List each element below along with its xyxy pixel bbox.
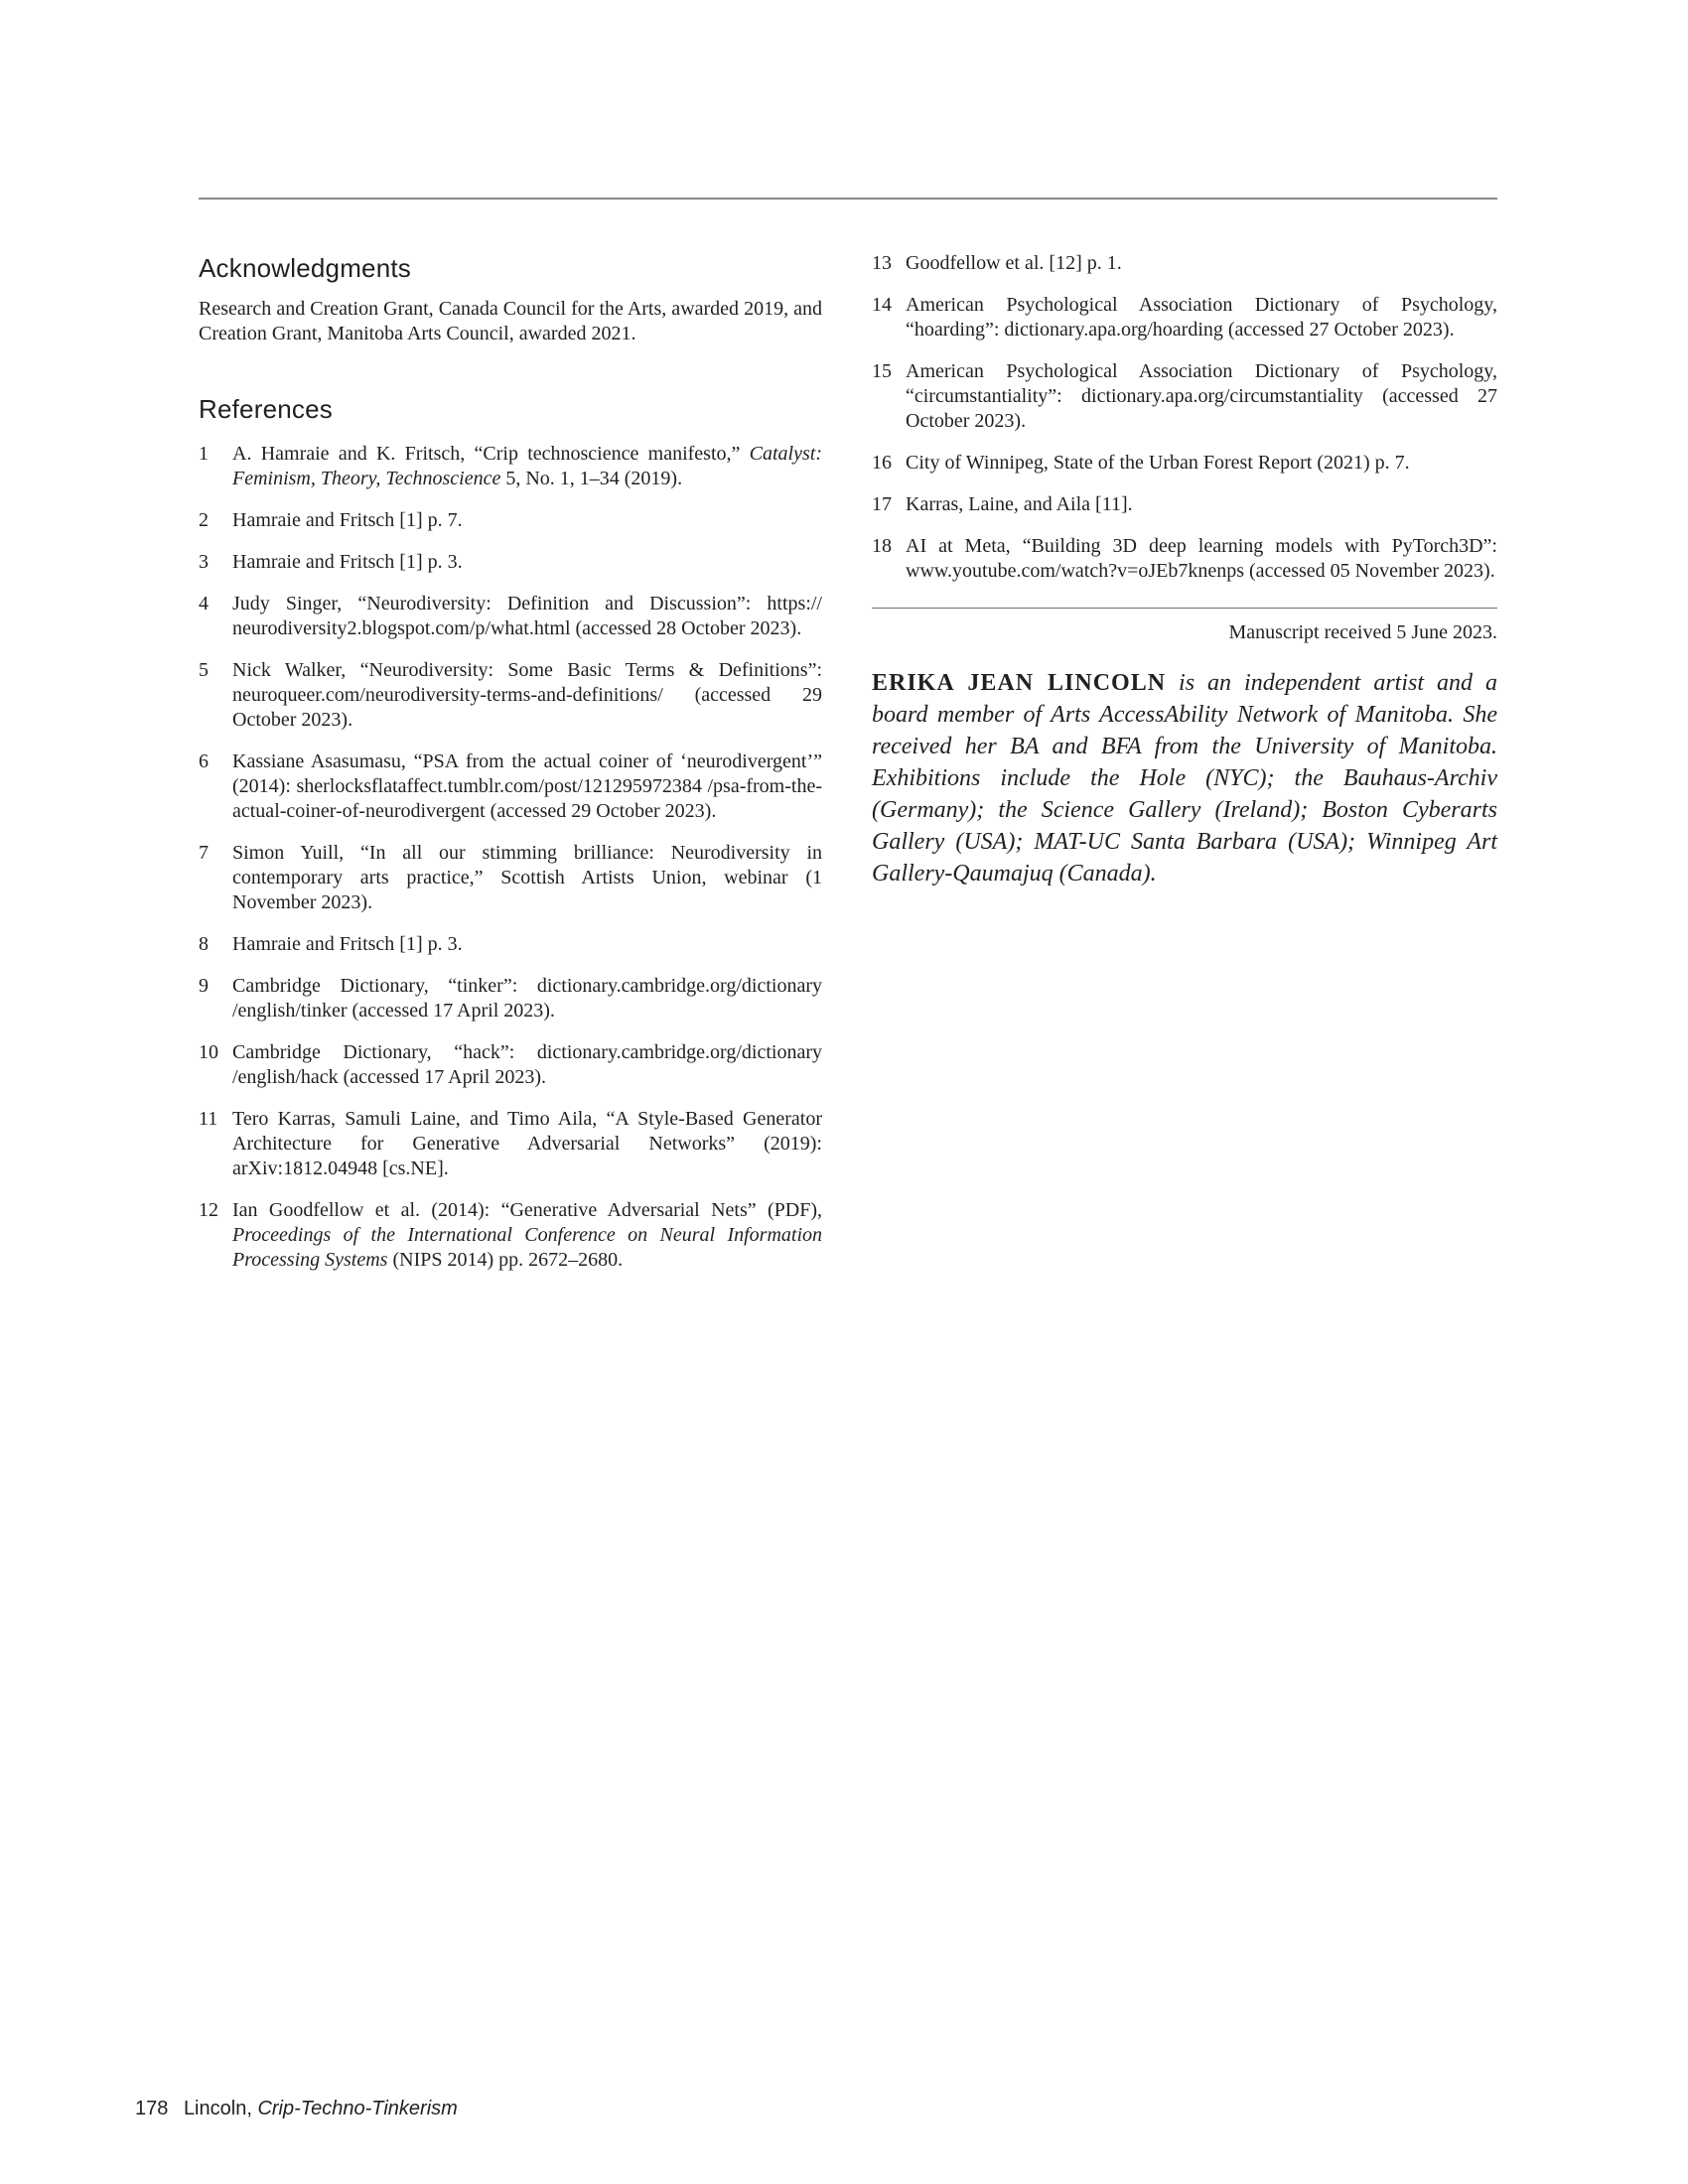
reference-text: [232, 550, 822, 575]
reference-item: [872, 451, 1497, 476]
header-rule: [199, 198, 1497, 200]
reference-text: [232, 1107, 822, 1181]
reference-list-left: [199, 442, 822, 1273]
footer-author: Lincoln,: [183, 2098, 252, 2119]
reference-item: [872, 251, 1497, 276]
reference-text-main: Cambridge Dictionary, “tinker”: dictionary.cambridge.org/dictionary /english/tinker (accessed 17 April 2023).: [232, 975, 822, 1022]
reference-text-main: Tero Karras, Samuli Laine, and Timo Aila, “A Style-Based Generator Architecture for Generative Adversarial Networks” (2019): arXiv:1812.04948 [cs.NE].: [232, 1108, 822, 1179]
reference-number: 17: [872, 493, 892, 515]
reference-source-italic: Proceedings of the International Conference on Neural Information Processing Systems: [232, 1224, 822, 1271]
reference-item: [199, 1198, 822, 1273]
reference-item: [199, 658, 822, 733]
reference-text-main: Hamraie and Fritsch [1] p. 3.: [232, 933, 463, 955]
acknowledgments-heading: Acknowledgments: [199, 253, 411, 283]
reference-number: 4: [199, 593, 209, 614]
reference-text-main: AI at Meta, “Building 3D deep learning models with PyTorch3D”: www.youtube.com/watch?v=oJEb7knenps (accessed 05 November 2023).: [906, 535, 1497, 582]
reference-number: 9: [199, 975, 209, 997]
reference-number: 12: [199, 1199, 218, 1221]
reference-text: [232, 442, 822, 491]
reference-text-main: American Psychological Association Dictionary of Psychology, “circumstantiality”: dictionary.apa.org/circumstantiality (accessed 27 October 2023).: [906, 360, 1497, 432]
reference-text-main: Hamraie and Fritsch [1] p. 3.: [232, 551, 463, 573]
reference-number: 18: [872, 535, 892, 557]
reference-text: [906, 451, 1497, 476]
left-column: [199, 251, 822, 1290]
reference-text-main: Judy Singer, “Neurodiversity: Definition and Discussion”: https:// neurodiversity2.blogspot.com/p/what.html (accessed 28 October 2023).: [232, 593, 822, 639]
reference-text: [232, 508, 822, 533]
reference-text: [232, 841, 822, 915]
reference-text: [906, 251, 1497, 276]
reference-text: [232, 750, 822, 824]
reference-text-main: Simon Yuill, “In all our stimming brilliance: Neurodiversity in contemporary arts practice,” Scottish Artists Union, webinar (1 November 2023).: [232, 842, 822, 913]
reference-number: 13: [872, 252, 892, 274]
reference-text: [906, 534, 1497, 584]
reference-number: 1: [199, 443, 209, 465]
reference-item: [872, 359, 1497, 434]
reference-text-main: Ian Goodfellow et al. (2014): “Generative Adversarial Nets” (PDF),: [232, 1199, 822, 1221]
reference-number: 16: [872, 452, 892, 474]
reference-source-italic: Catalyst: Feminism, Theory, Technoscience: [232, 443, 822, 489]
reference-number: 6: [199, 751, 209, 772]
reference-text-main: Hamraie and Fritsch [1] p. 7.: [232, 509, 463, 531]
reference-number: 15: [872, 360, 892, 382]
reference-item: [872, 492, 1497, 517]
reference-text: [906, 359, 1497, 434]
acknowledgments-text: Research and Creation Grant, Canada Council for the Arts, awarded 2019, and Creation Grant, Manitoba Arts Council, awarded 2021.: [199, 298, 822, 344]
reference-number: 14: [872, 294, 892, 316]
reference-text: [906, 492, 1497, 517]
author-bio-text: is an independent artist and a board member of Arts AccessAbility Network of Manitoba. She received her BA and BFA from the University of Manitoba. Exhibitions include the Hole (NYC); the Bauhaus-Archiv (Germany); the Science Gallery (Ireland); Boston Cyberarts Gallery (USA); MAT-UC Santa Barbara (USA); Winnipeg Art Gallery-Qaumajuq (Canada).: [872, 670, 1498, 887]
reference-item: [199, 841, 822, 915]
reference-item: [872, 534, 1497, 584]
reference-text-main: A. Hamraie and K. Fritsch, “Crip technoscience manifesto,”: [232, 443, 750, 465]
reference-item: [199, 442, 822, 491]
reference-text: [232, 1198, 822, 1273]
reference-text-main: American Psychological Association Dictionary of Psychology, “hoarding”: dictionary.apa.org/hoarding (accessed 27 October 2023).: [906, 294, 1497, 341]
reference-text: [906, 293, 1497, 342]
reference-text: [232, 592, 822, 641]
reference-item: [872, 293, 1497, 342]
reference-number: 11: [199, 1108, 218, 1130]
reference-text: [232, 1040, 822, 1090]
section-rule: [872, 608, 1497, 609]
reference-item: [199, 932, 822, 957]
reference-number: 2: [199, 509, 209, 531]
references-heading: References: [199, 394, 333, 424]
reference-item: [199, 974, 822, 1024]
reference-text-main: Karras, Laine, and Aila [11].: [906, 493, 1133, 515]
reference-text-main: Goodfellow et al. [12] p. 1.: [906, 252, 1122, 274]
reference-number: 5: [199, 659, 209, 681]
page-footer: [135, 2098, 458, 2120]
manuscript-received: Manuscript received 5 June 2023.: [1228, 621, 1497, 643]
reference-number: 10: [199, 1041, 218, 1063]
reference-item: [199, 550, 822, 575]
reference-text-main: Cambridge Dictionary, “hack”: dictionary.cambridge.org/dictionary /english/hack (accessed 17 April 2023).: [232, 1041, 822, 1088]
reference-item: [199, 508, 822, 533]
right-column: [872, 251, 1497, 913]
page-number: 178: [135, 2098, 169, 2119]
reference-text: [232, 658, 822, 733]
reference-text-main: Nick Walker, “Neurodiversity: Some Basic Terms & Definitions”: neuroqueer.com/neurodiversity-terms-and-definitions/ (accessed 29 October 2023).: [232, 659, 822, 731]
footer-title: Crip-Techno-Tinkerism: [257, 2098, 458, 2119]
reference-text-tail: 5, No. 1, 1–34 (2019).: [500, 468, 683, 489]
author-bio: [872, 667, 1497, 889]
reference-number: 3: [199, 551, 209, 573]
author-name: ERIKA JEAN LINCOLN: [872, 670, 1167, 696]
reference-item: [199, 1107, 822, 1181]
reference-text: [232, 932, 822, 957]
reference-text: [232, 974, 822, 1024]
reference-text-tail: (NIPS 2014) pp. 2672–2680.: [387, 1249, 624, 1271]
reference-number: 7: [199, 842, 209, 864]
reference-item: [199, 592, 822, 641]
reference-item: [199, 750, 822, 824]
reference-text-main: City of Winnipeg, State of the Urban Forest Report (2021) p. 7.: [906, 452, 1410, 474]
reference-item: [199, 1040, 822, 1090]
reference-list-right: [872, 251, 1497, 584]
reference-text-main: Kassiane Asasumasu, “PSA from the actual coiner of ‘neurodivergent’” (2014): sherlocksflataffect.tumblr.com/post/121295972384 /psa-from-the-actual-coiner-of-neurodivergent (accessed 29 October 2023).: [232, 751, 822, 822]
reference-number: 8: [199, 933, 209, 955]
